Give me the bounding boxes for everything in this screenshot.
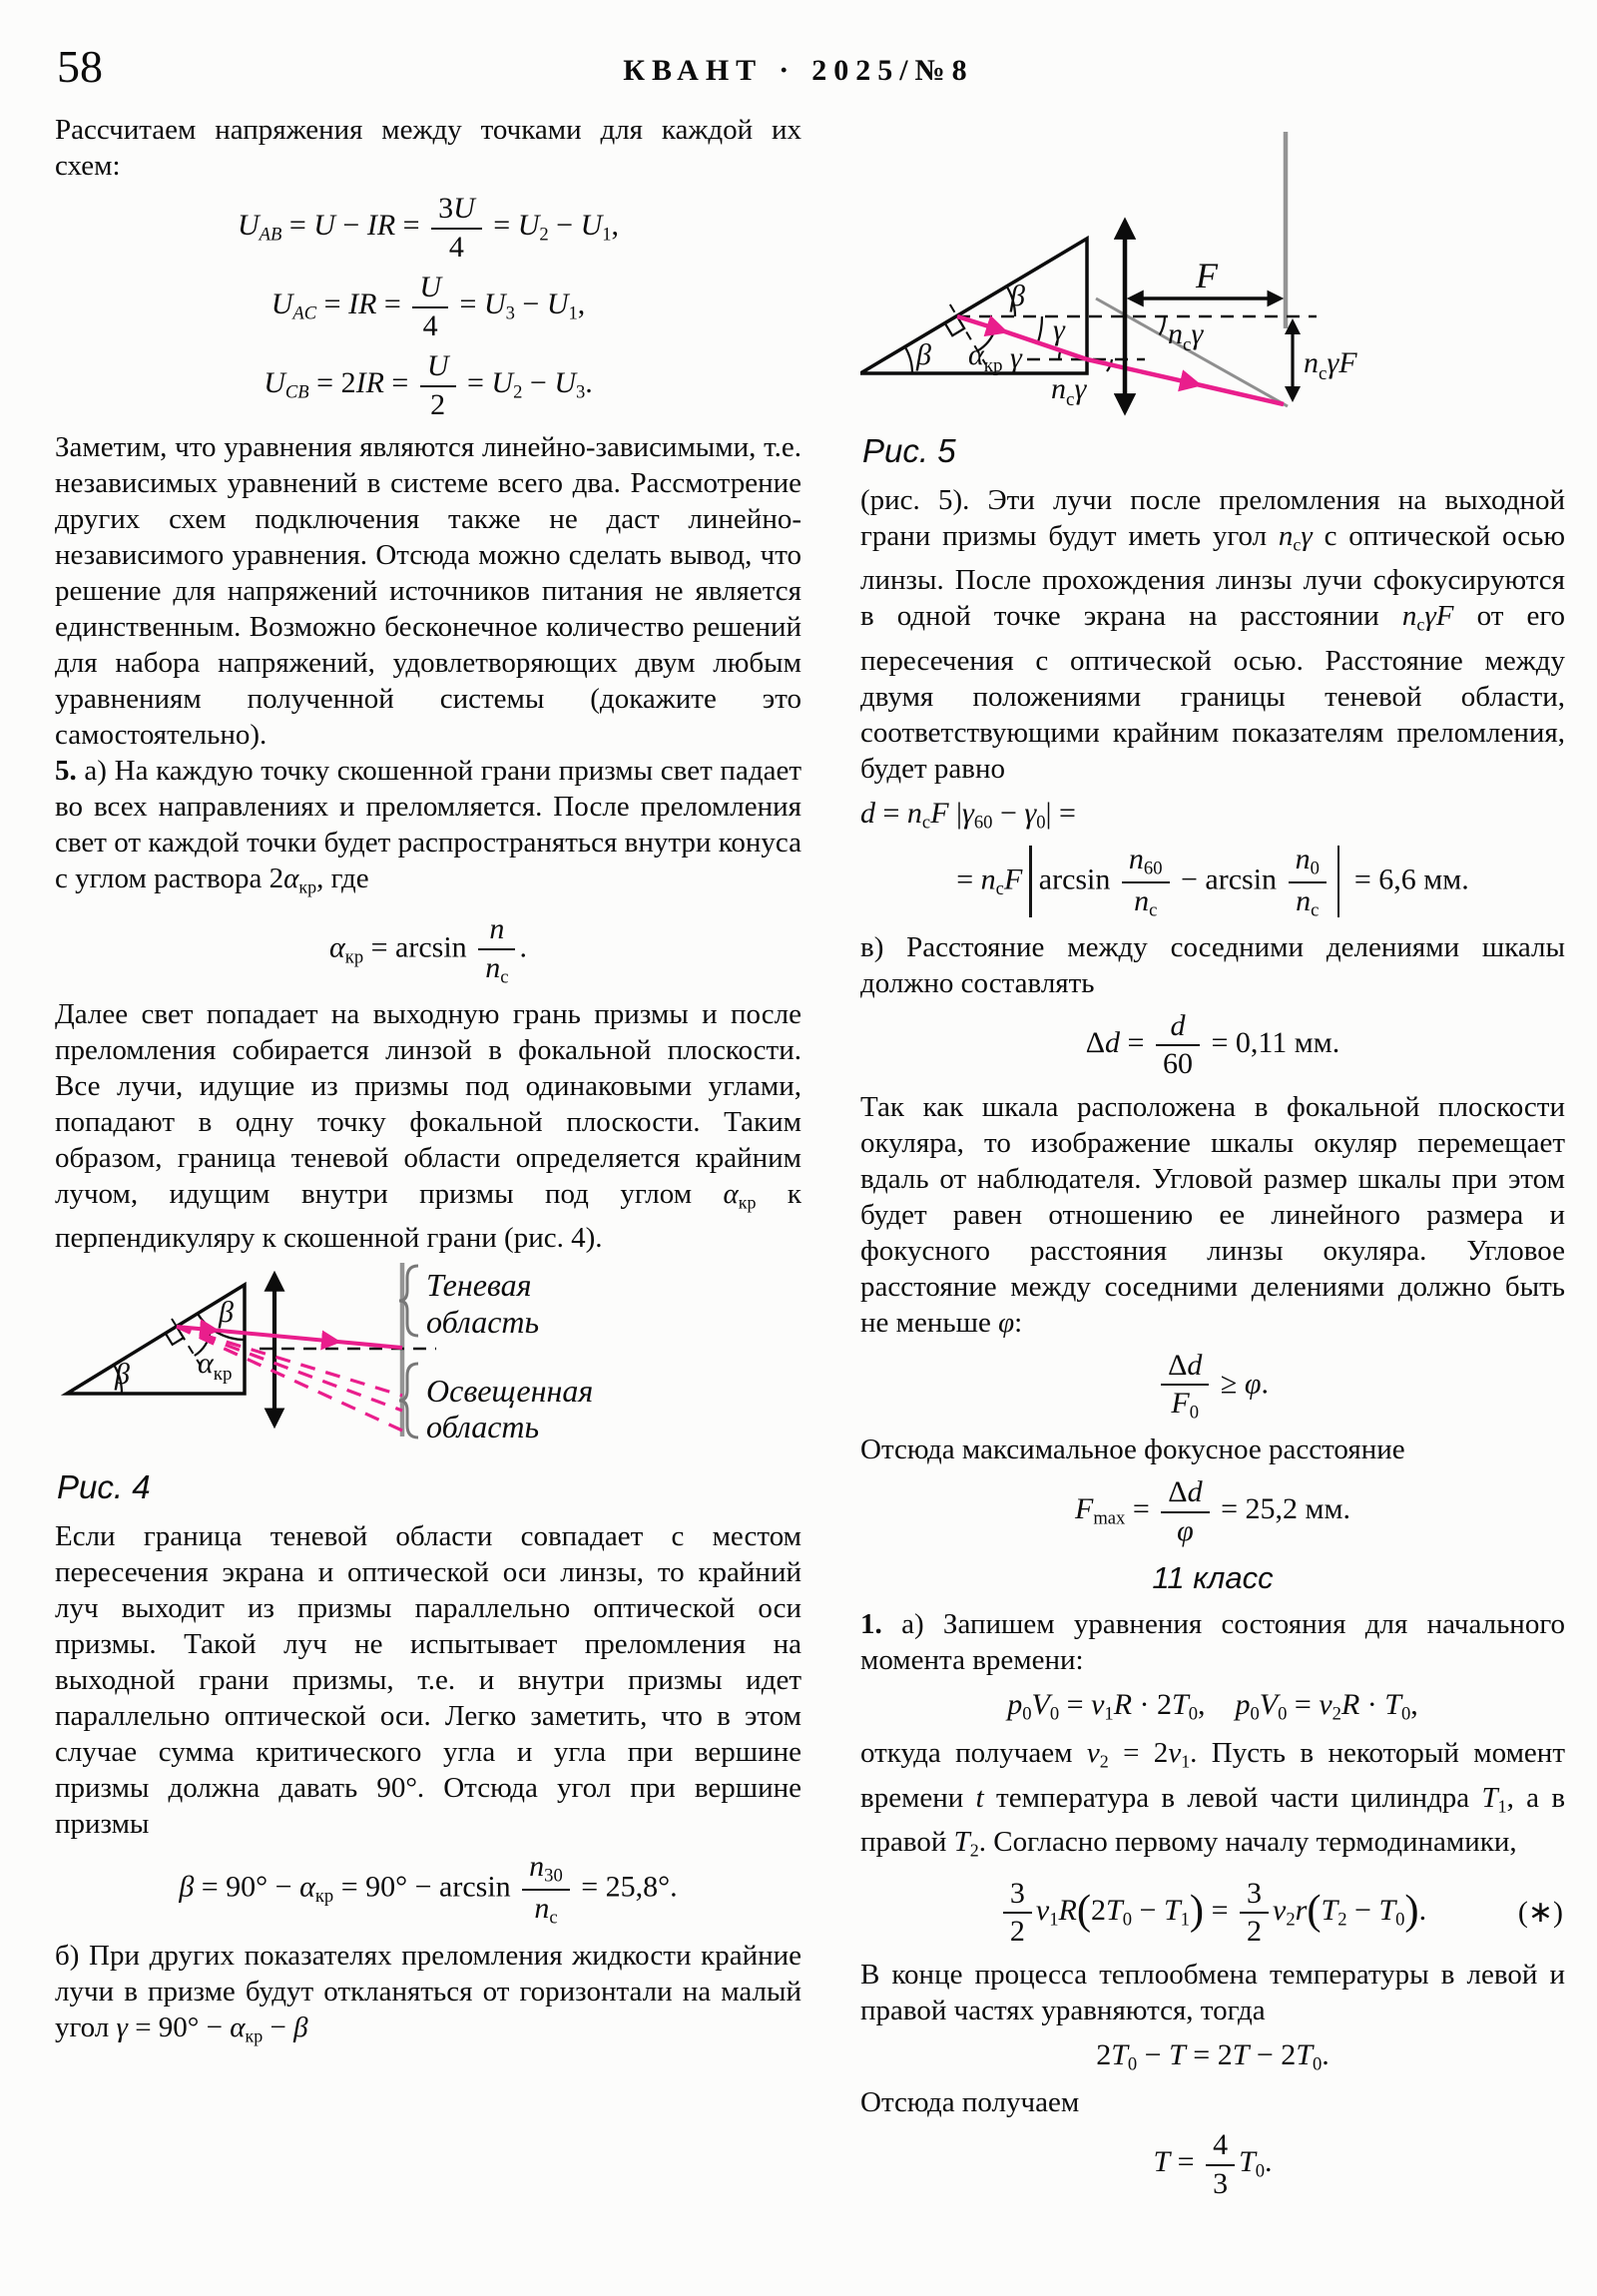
angle-label-ncgamma: $n_с\gamma$ bbox=[1051, 372, 1087, 410]
angle-arc bbox=[1038, 316, 1042, 343]
figure-5-caption: Рис. 5 bbox=[862, 432, 956, 469]
equation-alpha-kr: αкр = arcsin $\frac{n}{nс}$ . bbox=[329, 912, 527, 988]
equation-state: p0V0 = ν1R · 2T0, p0V0 = ν2R · T0, bbox=[1007, 1688, 1418, 1726]
left-column bbox=[55, 112, 801, 2053]
figure-5-diagram bbox=[860, 92, 1565, 421]
paragraph: Заметим, что уравнения являются линейно-зависимыми, т.е. независимых уравнений в системе всего два. Рассмотрение других схем подключения также не даст линейно-независимого уравнения. Отсюда можно сделать вывод, что решение для напряжений источников питания не является единственным. Возможно бесконечное количество решений для набора напряжений, удовлетворяющих двум любым уравнениям полученной системы (докажите это самостоятельно). bbox=[55, 431, 801, 751]
equation-uab: UAB = U − IR = $\frac{3U}{4}$ = U2 − U1, bbox=[237, 192, 620, 264]
equation-ucb: UCB = 2IR = $\frac{U}{2}$ = U2 − U3. bbox=[264, 349, 593, 421]
angle-label-beta: β bbox=[115, 1358, 130, 1392]
page-number: 58 bbox=[57, 41, 103, 92]
shadow-region-label: область bbox=[426, 1304, 540, 1341]
angle-arc bbox=[1160, 316, 1165, 335]
paragraph: (рис. 5). Эти лучи после преломления на выходной грани призмы будут иметь угол nсγ с оптической осью линзы. После прохождения линзы лучи сфокусируются в одной точке экрана на расстоянии nсγF от его пересечения с оптической осью. Расстояние между двумя положениями границы теневой области, соответствующими крайним показателям преломления, будет равно bbox=[860, 484, 1565, 785]
journal-title: КВАНТ bbox=[623, 54, 764, 87]
paragraph: Далее свет попадает на выходную грань призмы и после преломления собирается линзой в фокальной плоскости. Все лучи, идущие из призмы под одинаковыми углами, попадают в одну точку фокальной плоскости. Таким образом, граница теневой области определяется крайним лучом, идущим внутри призмы под углом αкр к перпендикуляру к скошенной грани (рис. 4). bbox=[55, 997, 801, 1255]
right-column bbox=[860, 88, 1565, 2208]
angle-label-ncgamma: $n_с\gamma$ bbox=[1168, 317, 1204, 355]
angle-label-beta: β bbox=[916, 338, 931, 371]
light-ray bbox=[1087, 359, 1197, 384]
angle-label-alpha: $\alpha_{кр}$ bbox=[198, 1347, 233, 1386]
journal-issue: 2025/№8 bbox=[811, 54, 974, 87]
grade-heading: 11 класс bbox=[1152, 1560, 1274, 1596]
figure-5 bbox=[860, 92, 1565, 470]
paragraph: В конце процесса теплообмена температуры в левой и правой частях уравняются, тогда bbox=[860, 1958, 1565, 2026]
equation-temp-balance: 2T0 − T = 2T − 2T0. bbox=[1096, 2037, 1330, 2075]
equation-fmax: Fmax = $\frac{\Delta d}{\varphi}$ = 25,2 мм. bbox=[1075, 1475, 1350, 1547]
shadow-region-label: Теневая bbox=[426, 1267, 532, 1304]
light-ray bbox=[1197, 384, 1284, 404]
equation-d-line2: = nсF arcsin $\frac{n60}{nс}$ − arcsin $\frac{n0}{nс}$ = 6,6 мм. bbox=[956, 842, 1469, 921]
paragraph: Рассчитаем напряжения между точками для каждой их схем: bbox=[55, 114, 801, 182]
lit-region-label: область bbox=[426, 1409, 540, 1445]
equation-beta: β = 90° − αкр = 90° − arcsin $\frac{n30}{nс}$ = 25,8°. bbox=[179, 1850, 678, 1930]
paragraph: откуда получаем ν2 = 2ν1. Пусть в некоторый момент времени t температура в левой части цилиндра T1, а в правой T2. Согласно первому началу термодинамики, bbox=[860, 1737, 1566, 1861]
offset-label-ncgammaF: $n_с\gamma F$ bbox=[1304, 346, 1357, 384]
angle-arc bbox=[905, 346, 912, 373]
equation-final-T: T = $\frac{4}{3}$ T0. bbox=[1153, 2128, 1273, 2200]
figure-4-diagram bbox=[55, 1260, 801, 1457]
equation-delta-d: Δd = $\frac{d}{60}$ = 0,11 мм. bbox=[1085, 1008, 1340, 1081]
paragraph: Так как шкала расположена в фокальной плоскости окуляра, то изображение шкалы окуляр перемещает вдаль от наблюдателя. Угловой размер шкалы при этом будет равен отношению ее линейного размера и фокусного расстояния линзы окуляра. Угловое расстояние между соседними делениями должно быть не меньше φ: bbox=[860, 1090, 1565, 1339]
angle-label-beta: β bbox=[219, 1296, 234, 1330]
paragraph: в) Расстояние между соседними делениями шкалы должно составлять bbox=[860, 930, 1565, 999]
paragraph: б) При других показателях преломления жидкости крайние лучи в призме будут откланяться от горизонтали на малый угол γ = 90° − αкр − β bbox=[55, 1939, 801, 2045]
equation-thermo: (∗) $\frac{3}{2}$ ν1R(2T0 − T1) = $\frac{3}{2}$ ν2r(T2 − T0). bbox=[860, 1878, 1565, 1948]
angle-label-gamma: γ bbox=[1010, 341, 1022, 374]
equation-star-label: (∗) bbox=[1517, 1895, 1563, 1929]
angle-label-beta: β bbox=[1010, 280, 1025, 312]
angle-label-gamma: γ bbox=[1053, 313, 1065, 346]
paragraph: Если граница теневой области совпадает с местом пересечения экрана и оптической оси линзы, то крайний луч выходит из призмы параллельно оптической оси призмы. Такой луч не испытывает преломления на выходной грани призмы, т.е. и внутри призмы идет параллельно оптической оси. Легко заметить, что в этом случае сумма критического угла и угла при вершине призмы должна давать 90°. Отсюда угол при вершине призмы bbox=[55, 1520, 801, 1841]
light-ray bbox=[336, 1342, 402, 1348]
paragraph: Отсюда максимальное фокусное расстояние bbox=[860, 1434, 1405, 1466]
paragraph-problem-5: 5. а) На каждую точку скошенной грани призмы свет падает во всех направлениях и преломляется. После преломления свет от каждой точки будет распространяться внутри конуса с углом раствора 2αкр, где bbox=[55, 755, 801, 897]
equation-phi: $\frac{\Delta d}{F0}$ ≥ φ. bbox=[860, 1350, 1565, 1424]
figure-4 bbox=[55, 1260, 801, 1506]
focal-length-label: F bbox=[1196, 256, 1218, 295]
header-separator: · bbox=[779, 54, 797, 87]
lit-region-label: Освещенная bbox=[426, 1373, 594, 1410]
figure-4-caption: Рис. 4 bbox=[57, 1468, 151, 1506]
paragraph-problem-1: 1. а) Запишем уравнения состояния для начального момента времени: bbox=[860, 1608, 1565, 1677]
angle-label-alpha: $\alpha_{кр}$ bbox=[968, 338, 1003, 376]
paragraph: Отсюда получаем bbox=[860, 2086, 1080, 2119]
equation-d-line1: d = nсF |γ60 − γ0| = bbox=[860, 796, 1076, 834]
journal-header bbox=[0, 54, 1597, 88]
equation-uac: UAC = IR = $\frac{U}{4}$ = U3 − U1, bbox=[270, 271, 586, 342]
